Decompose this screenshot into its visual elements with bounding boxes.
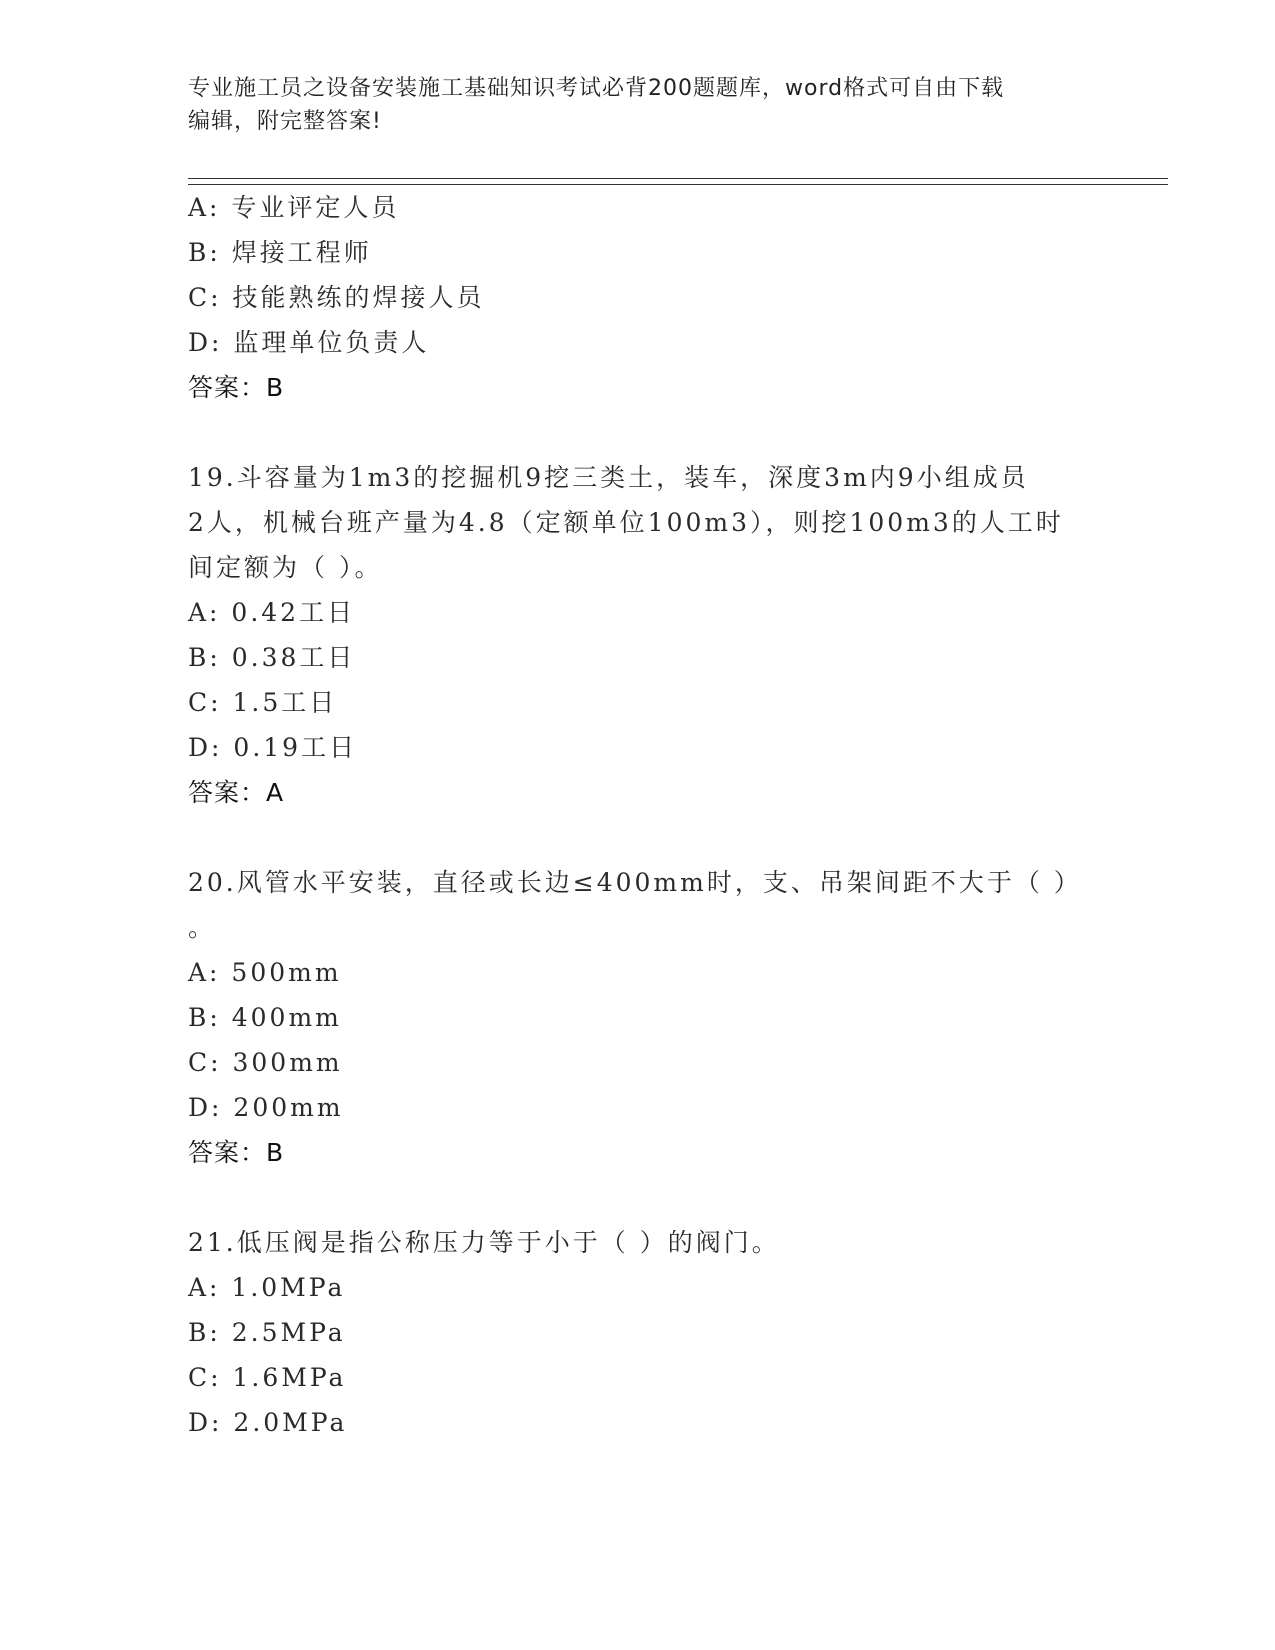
q21-option-a: A: 1.0MPa bbox=[188, 1273, 346, 1302]
q21-option-d: D: 2.0MPa bbox=[188, 1408, 348, 1437]
q21-option-c: C: 1.6MPa bbox=[188, 1363, 347, 1392]
q18-answer: 答案：B bbox=[188, 373, 285, 402]
q20-stem-line-1: 20.风管水平安装，直径或长边≤400mm时，支、吊架间距不大于（ ） bbox=[188, 868, 1082, 897]
q19-stem-line-3: 间定额为（ ）。 bbox=[188, 553, 383, 582]
q20-option-a: A: 500mm bbox=[188, 958, 342, 987]
q19-answer: 答案：A bbox=[188, 778, 285, 807]
q18-option-b: B: 焊接工程师 bbox=[188, 238, 372, 267]
header-line-1: 专业施工员之设备安装施工基础知识考试必背200题题库，word格式可自由下载 bbox=[188, 76, 1005, 101]
header-divider-bottom bbox=[188, 184, 1168, 185]
q19-option-a: A: 0.42工日 bbox=[188, 598, 356, 627]
q20-answer: 答案：B bbox=[188, 1138, 285, 1167]
q18-option-a: A: 专业评定人员 bbox=[188, 193, 400, 222]
q18-option-d: D: 监理单位负责人 bbox=[188, 328, 430, 357]
q19-stem-line-1: 19.斗容量为1m3的挖掘机9挖三类土，装车，深度3m内9小组成员 bbox=[188, 463, 1029, 492]
q20-option-c: C: 300mm bbox=[188, 1048, 343, 1077]
q19-option-d: D: 0.19工日 bbox=[188, 733, 358, 762]
q18-option-c: C: 技能熟练的焊接人员 bbox=[188, 283, 485, 312]
q19-option-c: C: 1.5工日 bbox=[188, 688, 338, 717]
q19-stem-line-2: 2人，机械台班产量为4.8（定额单位100m3），则挖100m3的人工时 bbox=[188, 508, 1064, 537]
q21-option-b: B: 2.5MPa bbox=[188, 1318, 346, 1347]
q20-option-d: D: 200mm bbox=[188, 1093, 344, 1122]
q21-stem-line-1: 21.低压阀是指公称压力等于小于（ ）的阀门。 bbox=[188, 1228, 780, 1257]
q20-option-b: B: 400mm bbox=[188, 1003, 342, 1032]
document-header bbox=[188, 72, 1068, 138]
q20-stem-line-2: 。 bbox=[188, 913, 217, 942]
header-divider-top bbox=[188, 178, 1168, 179]
q19-option-b: B: 0.38工日 bbox=[188, 643, 356, 672]
header-line-2: 编辑，附完整答案! bbox=[188, 109, 382, 134]
